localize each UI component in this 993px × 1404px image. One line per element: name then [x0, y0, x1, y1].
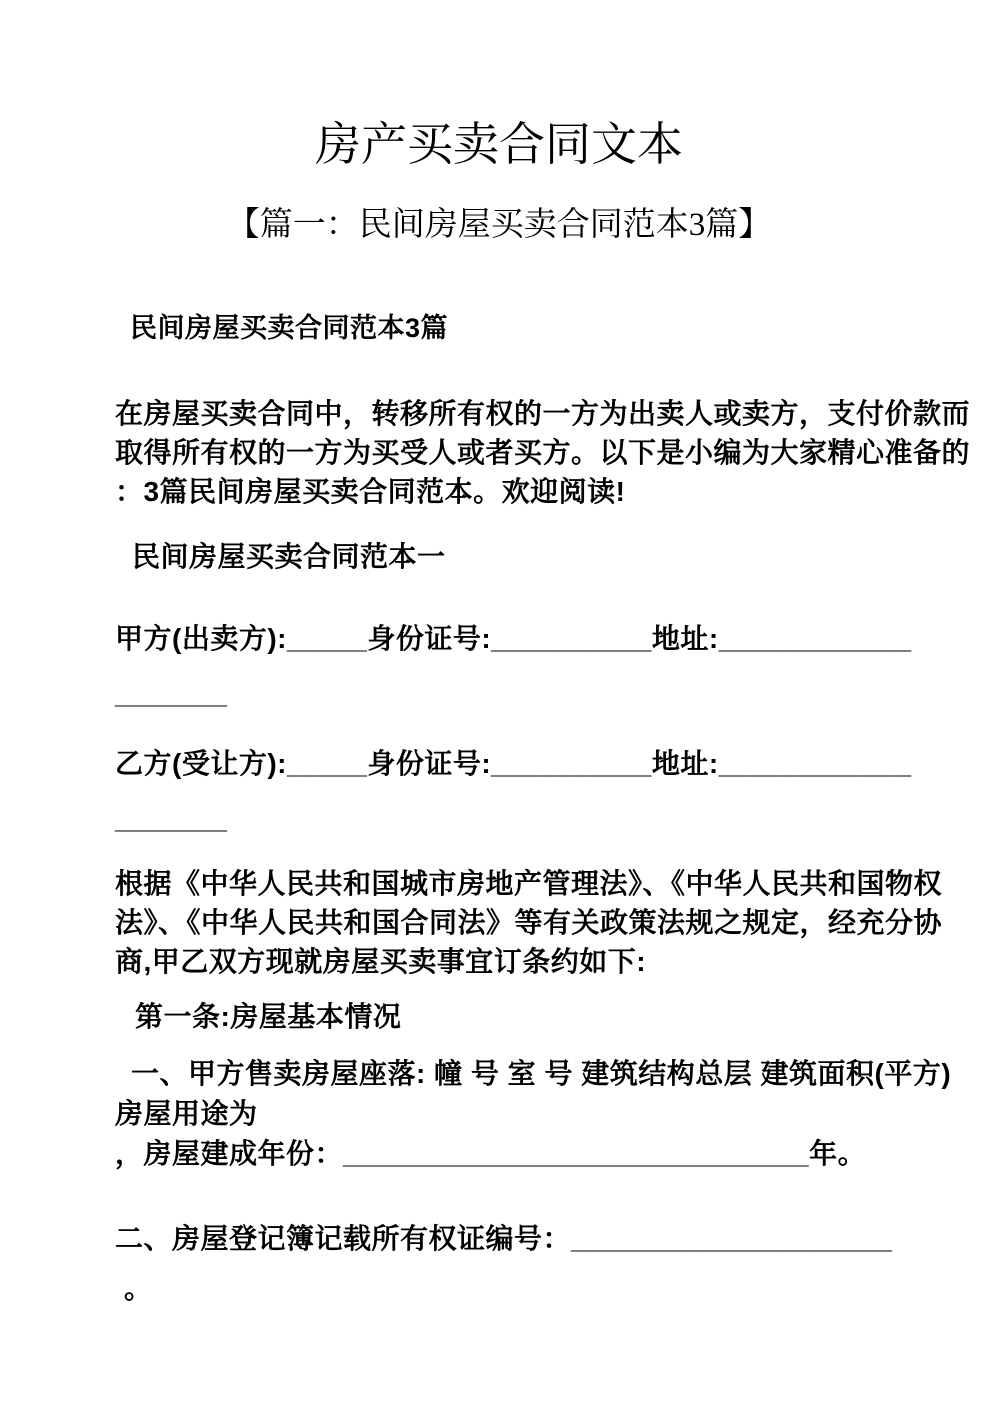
article-two-trailing-period: 。	[124, 1273, 153, 1304]
intro-paragraph	[115, 394, 971, 511]
party-a-blank-line: 甲方(出卖方):_____身份证号:__________地址:____________	[115, 623, 912, 654]
legal-basis-line-3: 商,甲乙双方现就房屋买卖事宜订条约如下:	[115, 946, 647, 977]
intro-paragraph-line-1: 在房屋买卖合同中，转移所有权的一方为出卖人或卖方，支付价款而	[115, 398, 971, 429]
article-one-line-1: 一、甲方售卖房屋座落: 幢 号 室 号 建筑结构总层 建筑面积(平方)	[131, 1058, 952, 1089]
article-one-line-3: ，房屋建成年份：_____________________________年。	[115, 1138, 867, 1169]
intro-paragraph-line-3: ：3篇民间房屋买卖合同范本。欢迎阅读!	[115, 476, 626, 507]
section-one-subtitle: 【篇一：民间房屋买卖合同范本3篇】	[226, 207, 772, 243]
legal-basis-line-1: 根据《中华人民共和国城市房地产管理法》、《中华人民共和国物权	[115, 868, 943, 899]
article-one-heading: 第一条:房屋基本情况	[135, 1001, 402, 1032]
legal-basis-paragraph	[115, 864, 943, 981]
legal-basis-line-2: 法》、《中华人民共和国合同法》等有关政策法规之规定，经充分协	[115, 907, 943, 938]
sample-one-heading: 民间房屋买卖合同范本一	[132, 541, 446, 572]
party-b-blank-overflow: _______	[115, 803, 228, 834]
document-title: 房产买卖合同文本	[315, 119, 683, 170]
intro-paragraph-line-2: 取得所有权的一方为买受人或者买方。以下是小编为大家精心准备的	[115, 437, 971, 468]
party-a-blank-overflow: _______	[115, 678, 228, 709]
party-b-blank-line: 乙方(受让方):_____身份证号:__________地址:____________	[115, 748, 912, 779]
article-one-body	[115, 1054, 952, 1174]
article-two-line: 二、房屋登记簿记载所有权证编号：____________________	[115, 1223, 893, 1254]
intro-heading: 民间房屋买卖合同范本3篇	[130, 313, 449, 343]
article-one-line-2: 房屋用途为	[115, 1098, 258, 1129]
